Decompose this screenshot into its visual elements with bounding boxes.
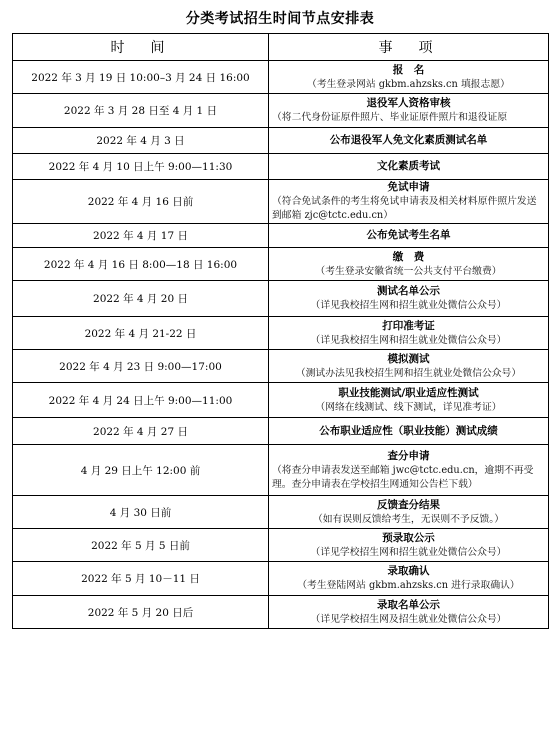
- row-time: 2022 年 4 月 23 日 9:00—17:00: [13, 350, 269, 383]
- row-time: 2022 年 4 月 20 日: [13, 281, 269, 317]
- row-item-title: 职业技能测试/职业适应性测试: [338, 386, 479, 399]
- row-item: [269, 94, 549, 128]
- row-item: [269, 128, 549, 154]
- table-row: [13, 248, 549, 281]
- table-row: [13, 128, 549, 154]
- row-item: [269, 383, 549, 418]
- table-row: [13, 350, 549, 383]
- row-item-detail: （将二代身份证原件照片、毕业证原件照片和退役证原: [272, 112, 508, 123]
- row-item-detail: （将查分申请表发送至邮箱 jwc@tctc.edu.cn，逾期不再受理。查分申请表在学校招生网通知公告栏下载）: [272, 464, 534, 490]
- row-item-title: 免试申请: [387, 181, 430, 193]
- row-item-detail: （详见我校招生网和招生就业处微信公众号）: [310, 334, 507, 346]
- table-row: [13, 445, 549, 496]
- table-row: [13, 224, 549, 248]
- row-item: [269, 248, 549, 281]
- table-row: [13, 317, 549, 350]
- row-item: [269, 61, 549, 94]
- row-time: 2022 年 4 月 16 日 8:00—18 日 16:00: [13, 248, 269, 281]
- row-item-detail: （考生登录网站 gkbm.ahzsks.cn 填报志愿）: [307, 78, 510, 90]
- table-row: [13, 281, 549, 317]
- table-row: [13, 383, 549, 418]
- row-item: [269, 529, 549, 562]
- row-item-title: 公布退役军人免文化素质测试名单: [329, 134, 488, 146]
- row-time: 4 月 30 日前: [13, 496, 269, 529]
- row-time: 2022 年 4 月 3 日: [13, 128, 269, 154]
- row-item-detail: （详见我校招生网和招生就业处微信公众号）: [310, 300, 507, 311]
- table-row: [13, 596, 549, 629]
- table-row: [13, 496, 549, 529]
- row-item-detail: （详见学校招生网及招生就业处微信公众号）: [310, 613, 507, 625]
- row-item-detail: （考生登陆网站 gkbm.ahzsks.cn 进行录取确认）: [297, 580, 520, 591]
- row-time: 2022 年 5 月 10－11 日: [13, 562, 269, 596]
- row-item-title: 预录取公示: [382, 531, 435, 544]
- row-item: [269, 418, 549, 445]
- page-title: 分类考试招生时间节点安排表: [185, 11, 375, 27]
- row-item: [269, 350, 549, 383]
- header-item: 事 项: [269, 34, 549, 61]
- row-time: 2022 年 4 月 10 日上午 9:00—11:30: [13, 154, 269, 180]
- row-item: [269, 317, 549, 350]
- row-item: [269, 562, 549, 596]
- row-time: 2022 年 4 月 21-22 日: [13, 317, 269, 350]
- table-header-row: [13, 34, 549, 61]
- row-item: [269, 496, 549, 529]
- table-row: [13, 562, 549, 596]
- row-item-detail: （详见学校招生网和招生就业处微信公众号）: [310, 546, 507, 558]
- table-row: [13, 94, 549, 128]
- row-item-detail: （网络在线测试、线下测试，详见准考证）: [315, 401, 502, 413]
- row-item: [269, 445, 549, 496]
- row-item-detail: （符合免试条件的考生将免试申请表及相关材料原件照片发送到邮箱 zjc@tctc.edu.cn）: [272, 196, 537, 221]
- row-item: [269, 224, 549, 248]
- row-time: 2022 年 4 月 27 日: [13, 418, 269, 445]
- row-time: 2022 年 4 月 24 日上午 9:00—11:00: [13, 383, 269, 418]
- row-time: 2022 年 4 月 17 日: [13, 224, 269, 248]
- row-item-title: 公布免试考生名单: [366, 229, 451, 241]
- row-item: [269, 154, 549, 180]
- table-row: [13, 529, 549, 562]
- table-row: [13, 418, 549, 445]
- row-time: 2022 年 5 月 20 日后: [13, 596, 269, 629]
- row-item-title: 缴 费: [392, 250, 425, 263]
- row-time: 2022 年 3 月 19 日 10:00–3 月 24 日 16:00: [13, 61, 269, 94]
- row-item-title: 录取确认: [387, 565, 430, 577]
- table-row: [13, 180, 549, 224]
- row-item-detail: （如有误则反馈给考生，无误则不予反馈。）: [312, 513, 505, 525]
- row-item-title: 模拟测试: [387, 352, 430, 365]
- table-row: [13, 61, 549, 94]
- row-time: 4 月 29 日上午 12:00 前: [13, 445, 269, 496]
- header-time: 时 间: [13, 34, 269, 61]
- row-time: 2022 年 3 月 28 日至 4 月 1 日: [13, 94, 269, 128]
- row-item: [269, 281, 549, 317]
- row-item-title: 测试名单公示: [377, 285, 440, 297]
- schedule-table: [12, 33, 549, 629]
- row-item: [269, 180, 549, 224]
- row-item-title: 公布职业适应性（职业技能）测试成绩: [319, 424, 498, 437]
- row-time: 2022 年 4 月 16 日前: [13, 180, 269, 224]
- row-time: 2022 年 5 月 5 日前: [13, 529, 269, 562]
- row-item-detail: （考生登录安徽省统一公共支付平台缴费）: [315, 265, 502, 277]
- row-item-title: 录取名单公示: [377, 598, 440, 611]
- row-item-detail: （测试办法见我校招生网和招生就业处微信公众号）: [295, 367, 522, 379]
- row-item-title: 退役军人资格审核: [366, 97, 451, 109]
- row-item-title: 文化素质考试: [377, 160, 440, 172]
- row-item: [269, 596, 549, 629]
- row-item-title: 反馈查分结果: [377, 498, 440, 511]
- row-item-title: 报 名: [392, 63, 425, 76]
- row-item-title: 打印准考证: [382, 319, 435, 332]
- table-row: [13, 154, 549, 180]
- row-item-title: 查分申请: [387, 449, 430, 462]
